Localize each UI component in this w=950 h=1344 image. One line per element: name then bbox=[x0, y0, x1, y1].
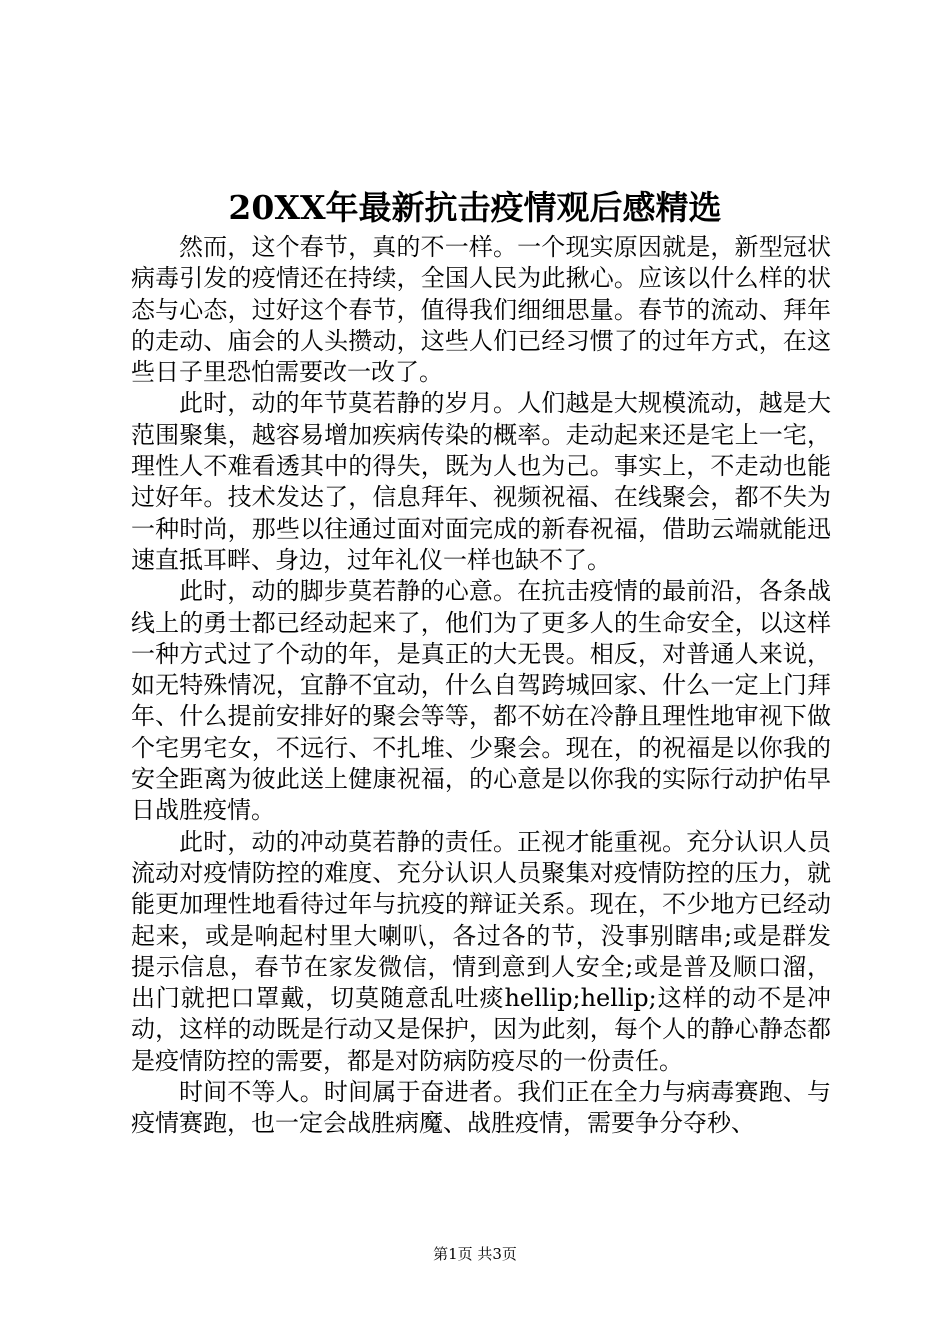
paragraph: 此时，动的年节莫若静的岁月。人们越是大规模流动，越是大范围聚集，越容易增加疾病传染的概率。走动起来还是宅上一宅，理性人不难看透其中的得失，既为人也为己。事实上，不走动也能过好年。技术发达了，信息拜年、视频祝福、在线聚会，都不失为一种时尚，那些以往通过面对面完成的新春祝福，借助云端就能迅速直抵耳畔、身边，过年礼仪一样也缺不了。 bbox=[131, 389, 831, 574]
paragraph: 此时，动的脚步莫若静的心意。在抗击疫情的最前沿，各条战线上的勇士都已经动起来了，他们为了更多人的生命安全，以这样一种方式过了个动的年，是真正的大无畏。相反，对普通人来说，如无特殊情况，宜静不宜动，什么自驾跨城回家、什么一定上门拜年、什么提前安排好的聚会等等，都不妨在冷静且理性地审视下做个宅男宅女，不远行、不扎堆、少聚会。现在，的祝福是以你我的安全距离为彼此送上健康祝福，的心意是以你我的实际行动护佑早日战胜疫情。 bbox=[131, 577, 831, 825]
paragraph: 此时，动的冲动莫若静的责任。正视才能重视。充分认识人员流动对疫情防控的难度、充分认识人员聚集对疫情防控的压力，就能更加理性地看待过年与抗疫的辩证关系。现在，不少地方已经动起来，或是响起村里大喇叭，各过各的节，没事别瞎串;或是群发提示信息，春节在家发微信，情到意到人安全;或是普及顺口溜，出门就把口罩戴，切莫随意乱吐痰hellip;hellip;这样的动不是冲动，这样的动既是行动又是保护，因为此刻，每个人的静心静态都是疫情防控的需要，都是对防病防疫尽的一份责任。 bbox=[131, 827, 831, 1075]
document-body bbox=[131, 232, 831, 1140]
document-title: 20XX年最新抗击疫情观后感精选 bbox=[228, 188, 722, 227]
paragraph: 时间不等人。时间属于奋进者。我们正在全力与病毒赛跑、与疫情赛跑，也一定会战胜病魔、战胜疫情，需要争分夺秒、 bbox=[131, 1078, 831, 1138]
paragraph: 然而，这个春节，真的不一样。一个现实原因就是，新型冠状病毒引发的疫情还在持续，全国人民为此揪心。应该以什么样的状态与心态，过好这个春节，值得我们细细思量。春节的流动、拜年的走动、庙会的人头攒动，这些人们已经习惯了的过年方式，在这些日子里恐怕需要改一改了。 bbox=[131, 233, 831, 387]
page-footer: 第1页 共3页 bbox=[433, 1245, 517, 1263]
